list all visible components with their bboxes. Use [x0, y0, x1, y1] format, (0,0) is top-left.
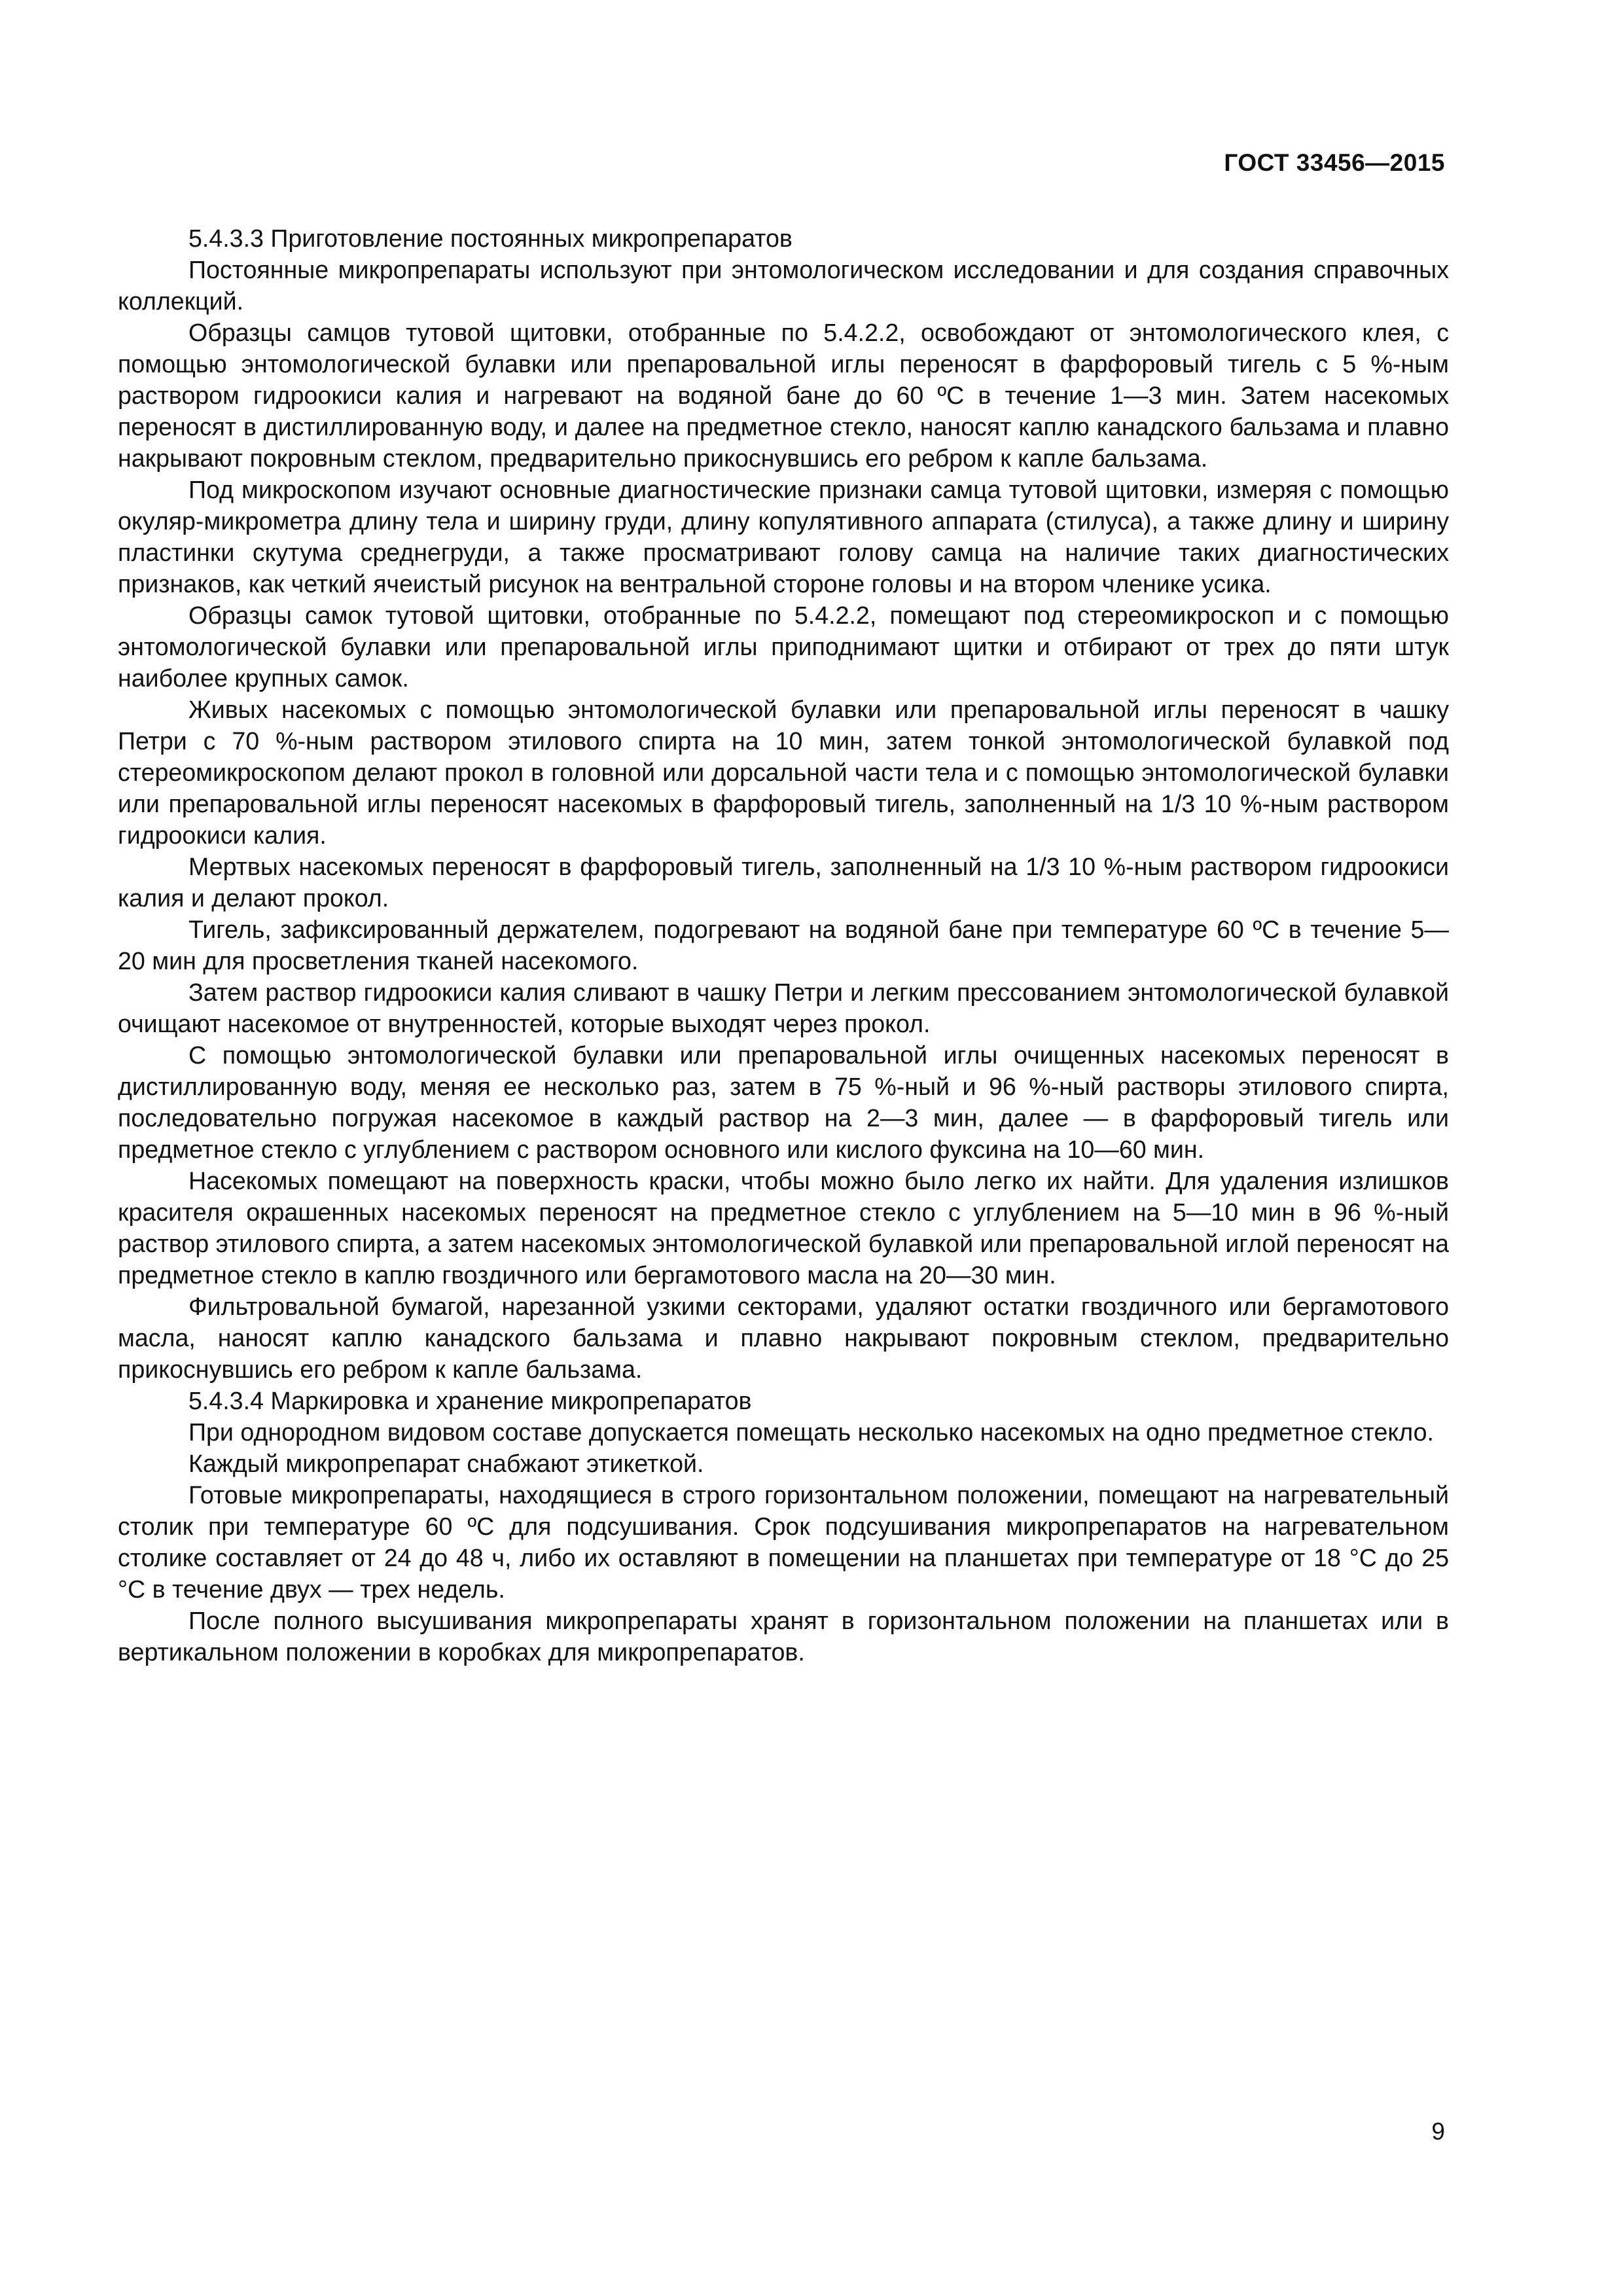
body-paragraph: С помощью энтомологической булавки или препаровальной иглы очищенных насекомых переносят в дистиллированную воду, меняя ее несколько раз, затем в 75 %-ный и 96 %-ный растворы этилового спирта, последовательно погружая насекомое в каждый раствор на 2—3 мин, далее — в фарфоровый тигель или предметное стекло с углублением с раствором основного или кислого фуксина на 10—60 мин. [118, 1041, 1449, 1163]
document-designation: ГОСТ 33456—2015 [1224, 149, 1445, 176]
section-heading-5-4-3-4: 5.4.3.4 Маркировка и хранение микропрепаратов [188, 1387, 752, 1414]
body-paragraph: При однородном видовом составе допускается помещать несколько насекомых на одно предметное стекло. [188, 1418, 1434, 1446]
document-body [118, 223, 1449, 1668]
body-paragraph: Образцы самцов тутовой щитовки, отобранные по 5.4.2.2, освобождают от энтомологического клея, с помощью энтомологической булавки или препаровальной иглы переносят в фарфоровый тигель с 5 %-ным раствором гидроокиси калия и нагревают на водяной бане до 60 ºС в течение 1—3 мин. Затем насекомых переносят в дистиллированную воду, и далее на предметное стекло, наносят каплю канадского бальзама и плавно накрывают покровным стеклом, предварительно прикоснувшись его ребром к капле бальзама. [118, 319, 1449, 472]
body-paragraph: Фильтровальной бумагой, нарезанной узкими секторами, удаляют остатки гвоздичного или бергамотового масла, наносят каплю канадского бальзама и плавно накрывают покровным стеклом, предварительно прикоснувшись его ребром к капле бальзама. [118, 1293, 1449, 1383]
body-paragraph: Каждый микропрепарат снабжают этикеткой. [188, 1450, 704, 1477]
body-paragraph: Живых насекомых с помощью энтомологической булавки или препаровальной иглы переносят в чашку Петри с 70 %-ным раствором этилового спирта на 10 мин, затем тонкой энтомологической булавкой под стереомикроскопом делают прокол в головной или дорсальной части тела и с помощью энтомологической булавки или препаровальной иглы переносят насекомых в фарфоровый тигель, заполненный на 1/3 10 %-ным раствором гидроокиси калия. [118, 696, 1449, 849]
body-paragraph: Мертвых насекомых переносят в фарфоровый тигель, заполненный на 1/3 10 %-ным раствором гидроокиси калия и делают прокол. [118, 853, 1449, 912]
body-paragraph: Образцы самок тутовой щитовки, отобранные по 5.4.2.2, помещают под стереомикроскоп и с помощью энтомологической булавки или препаровальной иглы приподнимают щитки и отбирают от трех до пяти штук наиболее крупных самок. [118, 601, 1449, 692]
body-paragraph: Затем раствор гидроокиси калия сливают в чашку Петри и легким прессованием энтомологической булавкой очищают насекомое от внутренностей, которые выходят через прокол. [118, 978, 1449, 1037]
body-paragraph: После полного высушивания микропрепараты хранят в горизонтальном положении на планшетах или в вертикальном положении в коробках для микропрепаратов. [118, 1607, 1449, 1666]
body-paragraph: Готовые микропрепараты, находящиеся в строго горизонтальном положении, помещают на нагревательный столик при температуре 60 ºС для подсушивания. Срок подсушивания микропрепаратов на нагревательном столике составляет от 24 до 48 ч, либо их оставляют в помещении на планшетах при температуре от 18 °С до 25 °С в течение двух — трех недель. [118, 1481, 1449, 1603]
section-heading-5-4-3-3: 5.4.3.3 Приготовление постоянных микропрепаратов [188, 224, 793, 252]
page-number: 9 [1431, 2118, 1445, 2145]
body-paragraph: Постоянные микропрепараты используют при энтомологическом исследовании и для создания справочных коллекций. [118, 256, 1449, 315]
body-paragraph: Под микроскопом изучают основные диагностические признаки самца тутовой щитовки, измеряя с помощью окуляр-микрометра длину тела и ширину груди, длину копулятивного аппарата (стилуса), а также длину и ширину пластинки скутума среднегруди, а также просматривают голову самца на наличие таких диагностических признаков, как четкий ячеистый рисунок на вентральной стороне головы и на втором членике усика. [118, 476, 1449, 598]
body-paragraph: Тигель, зафиксированный держателем, подогревают на водяной бане при температуре 60 ºС в течение 5—20 мин для просветления тканей насекомого. [118, 916, 1449, 975]
body-paragraph: Насекомых помещают на поверхность краски, чтобы можно было легко их найти. Для удаления излишков красителя окрашенных насекомых переносят на предметное стекло с углублением на 5—10 мин в 96 %-ный раствор этилового спирта, а затем насекомых энтомологической булавкой или препаровальной иглой переносят на предметное стекло в каплю гвоздичного или бергамотового масла на 20—30 мин. [118, 1167, 1449, 1289]
